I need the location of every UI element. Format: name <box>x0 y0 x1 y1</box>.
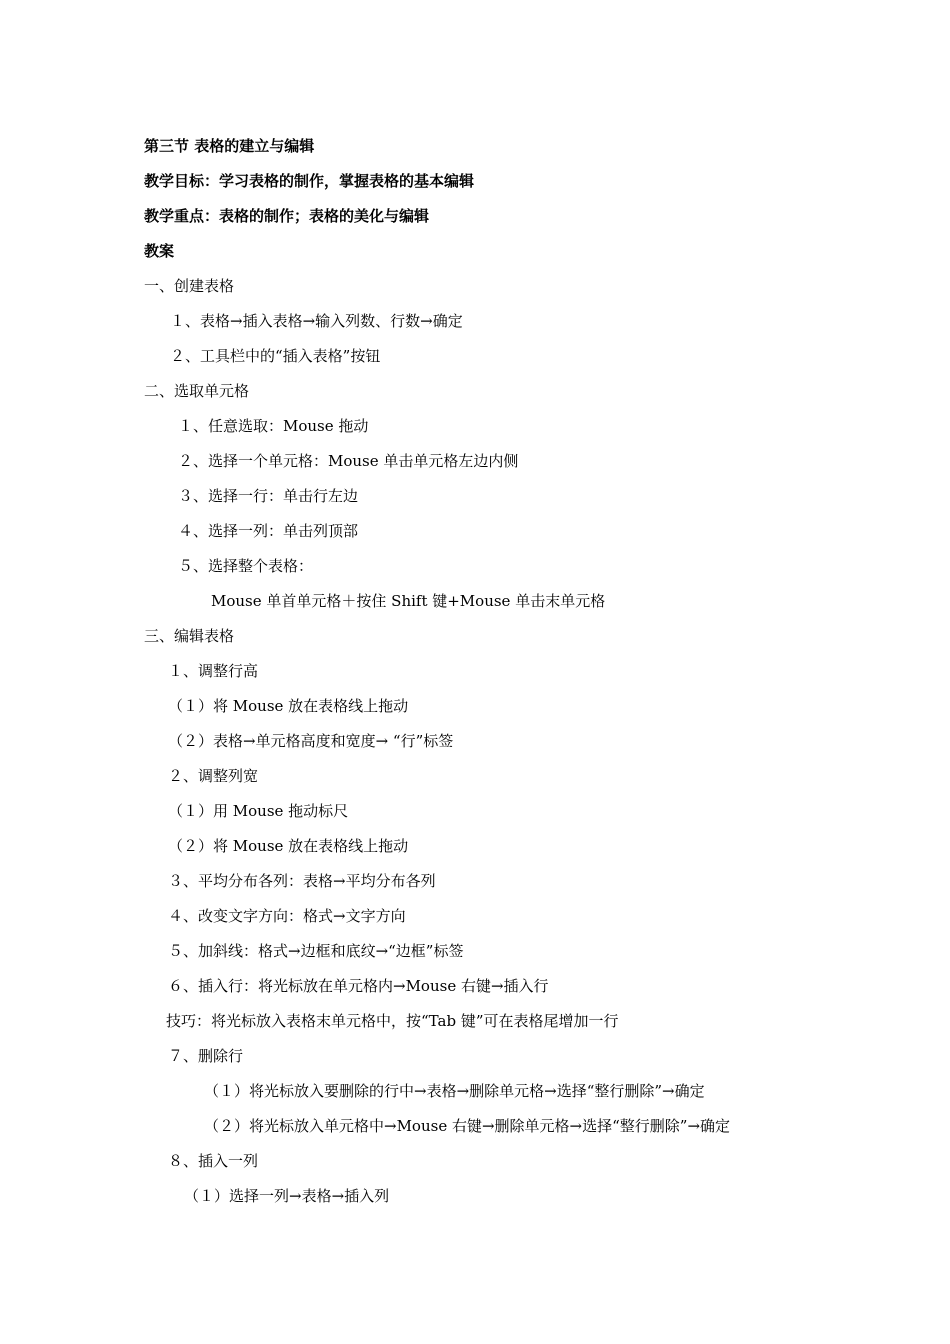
section3-line: ２、调整列宽 <box>168 767 259 785</box>
teaching-objective: 教学目标：学习表格的制作，掌握表格的基本编辑 <box>144 172 475 190</box>
teaching-focus: 教学重点：表格的制作；表格的美化与编辑 <box>144 207 430 225</box>
section3-line: （２）表格→单元格高度和宽度→ “行”标签 <box>168 732 454 750</box>
section3-line: ４、改变文字方向：格式→文字方向 <box>168 907 406 925</box>
section1-item: １、表格→插入表格→输入列数、行数→确定 <box>170 312 463 330</box>
section1-item: ２、工具栏中的“插入表格”按钮 <box>170 347 381 365</box>
section3-line: ７、删除行 <box>168 1047 244 1065</box>
section3-heading: 三、编辑表格 <box>144 627 235 645</box>
section3-line: （２）将光标放入单元格中→Mouse 右键→删除单元格→选择“整行删除”→确定 <box>204 1117 731 1135</box>
section3-line: （２）将 Mouse 放在表格线上拖动 <box>168 837 409 855</box>
lesson-plan-heading: 教案 <box>144 242 175 260</box>
section3-line: １、调整行高 <box>168 662 259 680</box>
section2-heading: 二、选取单元格 <box>144 382 250 400</box>
section3-line: ８、插入一列 <box>168 1152 259 1170</box>
section2-item: ４、选择一列：单击列顶部 <box>178 522 359 540</box>
section3-line: ６、插入行：将光标放在单元格内→Mouse 右键→插入行 <box>168 977 549 995</box>
section3-line: （１）用 Mouse 拖动标尺 <box>168 802 349 820</box>
tip-line: 技巧：将光标放入表格末单元格中，按“Tab 键”可在表格尾增加一行 <box>166 1012 619 1030</box>
section3-line: （１）选择一列→表格→插入列 <box>184 1187 390 1205</box>
section2-item5-detail: Mouse 单首单元格＋按住 Shift 键+Mouse 单击末单元格 <box>211 592 606 610</box>
section3-line: ５、加斜线：格式→边框和底纹→“边框”标签 <box>168 942 464 960</box>
section1-heading: 一、创建表格 <box>144 277 235 295</box>
section2-item: ２、选择一个单元格：Mouse 单击单元格左边内侧 <box>178 452 519 470</box>
section3-line: （１）将光标放入要删除的行中→表格→删除单元格→选择“整行删除”→确定 <box>204 1082 705 1100</box>
section2-item: ５、选择整个表格： <box>178 557 314 575</box>
section2-item: ３、选择一行：单击行左边 <box>178 487 359 505</box>
section2-item: １、任意选取：Mouse 拖动 <box>178 417 369 435</box>
section-title: 第三节 表格的建立与编辑 <box>144 137 315 155</box>
section3-line: （１）将 Mouse 放在表格线上拖动 <box>168 697 409 715</box>
section3-line: ３、平均分布各列：表格→平均分布各列 <box>168 872 436 890</box>
